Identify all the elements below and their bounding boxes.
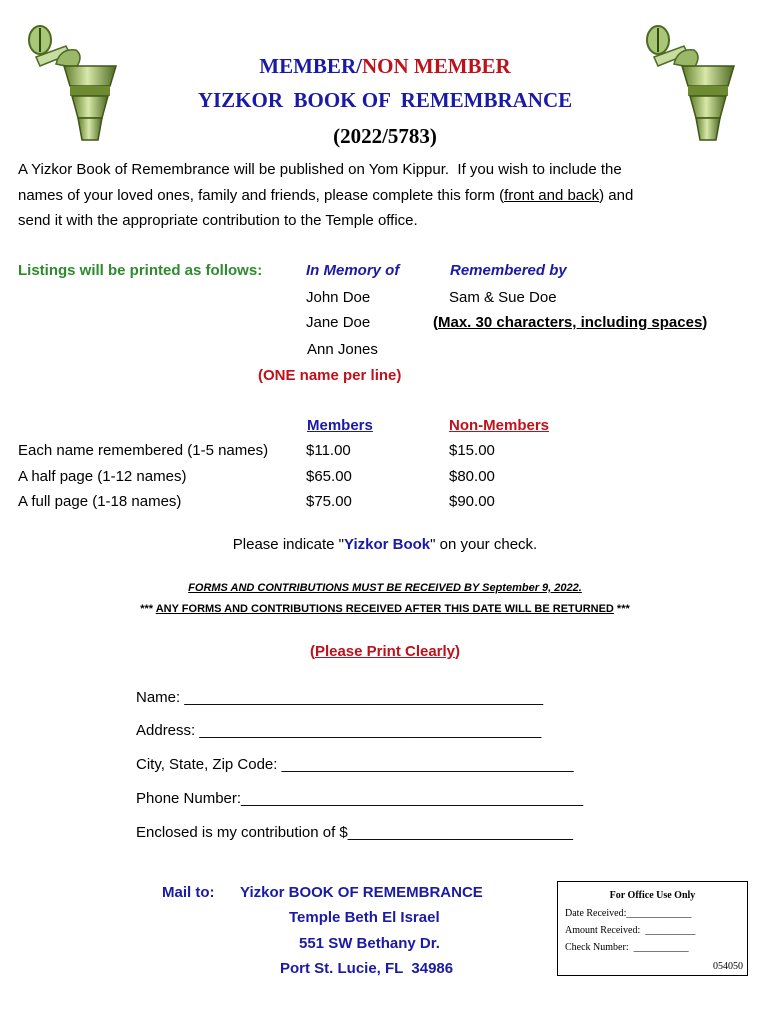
- front-and-back-text: front and back: [504, 187, 600, 204]
- title-slash: /: [356, 54, 362, 78]
- example-name-3: Ann Jones: [307, 341, 378, 358]
- mail-line-2: Temple Beth El Israel: [289, 909, 440, 926]
- price-row-label: Each name remembered (1-5 names): [18, 442, 269, 459]
- max-characters-text: Max. 30 characters, including spaces: [438, 314, 703, 331]
- date-received-field[interactable]: Date Received:_____________: [565, 908, 692, 919]
- print-clearly-note: (Please Print Clearly): [309, 643, 461, 660]
- check-note: [0, 536, 770, 553]
- deadline-stars: ***: [613, 603, 630, 615]
- mail-line-1: Yizkor BOOK OF REMEMBRANCE: [240, 884, 483, 901]
- phone-field[interactable]: Phone Number:_________________________________________: [136, 790, 584, 807]
- members-header: Members: [307, 417, 373, 434]
- price-member: $65.00: [306, 468, 352, 485]
- listings-label: Listings will be printed as follows:: [18, 262, 263, 279]
- mail-line-3: 551 SW Bethany Dr.: [299, 935, 440, 952]
- intro-line-2-post: ) and: [599, 187, 634, 204]
- nonmembers-header: Non-Members: [449, 417, 550, 434]
- print-clearly-text: Please Print Clearly: [314, 643, 456, 660]
- address-field[interactable]: Address: _________________________________________: [136, 722, 542, 739]
- check-note-post: " on your check.: [430, 536, 538, 553]
- mail-to-label: Mail to:: [162, 884, 215, 901]
- intro-line-3: send it with the appropriate contribution to the Temple office.: [18, 212, 418, 229]
- mail-line-4: Port St. Lucie, FL 34986: [280, 960, 454, 977]
- title-member-line: [0, 54, 770, 79]
- price-nonmember: $15.00: [449, 442, 495, 459]
- city-state-zip-field[interactable]: City, State, Zip Code: ___________________________________: [136, 756, 574, 773]
- example-remembered: Sam & Sue Doe: [449, 289, 557, 306]
- deadline-line-1: FORMS AND CONTRIBUTIONS MUST BE RECEIVED BY September 9, 2022.: [188, 582, 582, 594]
- intro-line-2-pre: names of your loved ones, family and friends, please complete this form (: [18, 187, 505, 204]
- check-note-bold: Yizkor Book: [344, 536, 431, 553]
- check-number-field[interactable]: Check Number: ___________: [565, 942, 689, 953]
- title-nonmember: NON MEMBER: [361, 54, 511, 78]
- price-nonmember: $90.00: [449, 493, 495, 510]
- deadline-stars: ***: [140, 603, 156, 615]
- price-row-label: A full page (1-18 names): [18, 493, 182, 510]
- max-characters-note: (Max. 30 characters, including spaces): [433, 314, 708, 331]
- contribution-field[interactable]: Enclosed is my contribution of $___________________________: [136, 824, 574, 841]
- intro-line-1: A Yizkor Book of Remembrance will be published on Yom Kippur. If you wish to include the: [18, 161, 622, 178]
- name-field[interactable]: Name: ___________________________________________: [136, 689, 544, 706]
- one-name-per-line-note: (ONE name per line): [258, 367, 402, 384]
- office-use-box: [557, 881, 748, 976]
- form-code: 054050: [713, 961, 743, 972]
- price-row-label: A half page (1-12 names): [18, 468, 187, 485]
- deadline-warning: ANY FORMS AND CONTRIBUTIONS RECEIVED AFTER THIS DATE WILL BE RETURNED: [155, 603, 614, 615]
- title-year: (2022/5783): [333, 124, 437, 148]
- deadline-line-2: [0, 603, 770, 615]
- remembered-by-header: Remembered by: [450, 262, 567, 279]
- example-name-2: Jane Doe: [306, 314, 371, 331]
- amount-received-field[interactable]: Amount Received: __________: [565, 925, 696, 936]
- intro-line-2: [18, 187, 633, 204]
- page-title: YIZKOR BOOK OF REMEMBRANCE: [197, 88, 573, 112]
- price-nonmember: $80.00: [449, 468, 495, 485]
- office-use-title: For Office Use Only: [609, 890, 696, 901]
- title-member: MEMBER: [259, 54, 357, 78]
- price-member: $75.00: [306, 493, 352, 510]
- in-memory-of-header: In Memory of: [306, 262, 400, 279]
- check-note-pre: Please indicate ": [232, 536, 345, 553]
- price-member: $11.00: [306, 442, 351, 459]
- example-name-1: John Doe: [306, 289, 371, 306]
